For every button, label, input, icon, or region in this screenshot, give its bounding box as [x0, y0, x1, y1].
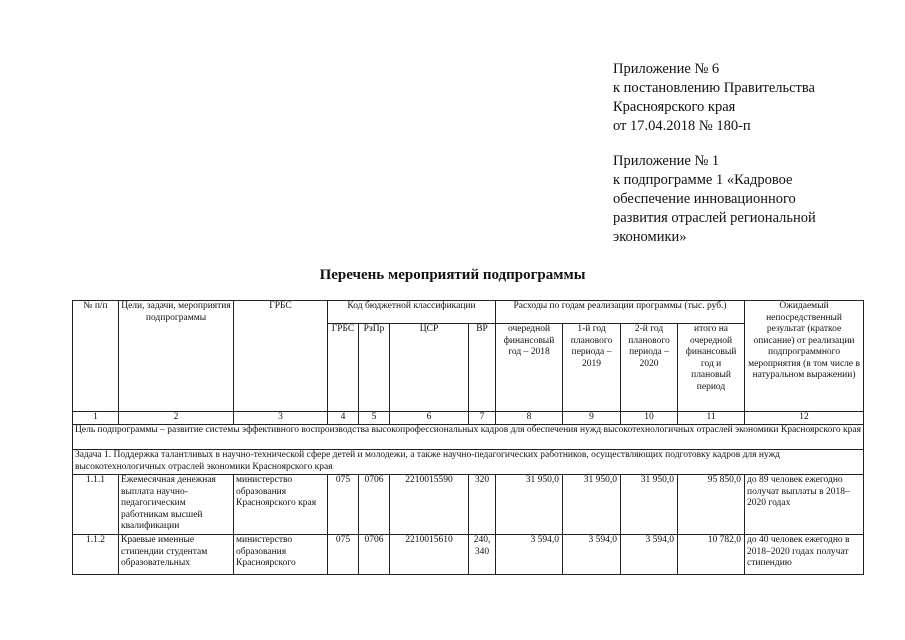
header-code-csr: ЦСР	[390, 324, 469, 412]
column-number: 11	[678, 412, 745, 425]
appendix-6-line: Красноярского края	[613, 99, 736, 115]
row-result: до 89 человек ежегодно получат выплаты в 2018–2020 годах	[745, 475, 864, 535]
appendix-1-line: Приложение № 1	[613, 153, 720, 169]
column-number: 2	[119, 412, 234, 425]
header-expenses: Расходы по годам реализации программы (тыс. руб.)	[496, 301, 745, 324]
row-name: Ежемесячная денежная выплата научно-педагогическим работникам высшей квалификации	[119, 475, 234, 535]
column-number: 3	[234, 412, 328, 425]
column-number: 8	[496, 412, 563, 425]
row-total: 95 850,0	[678, 475, 745, 535]
row-total: 10 782,0	[678, 535, 745, 575]
appendix-1-line: развития отраслей региональной	[613, 210, 816, 226]
column-number: 6	[390, 412, 469, 425]
row-grbs: министерство образования Красноярского края	[234, 475, 328, 535]
row-csr: 2210015590	[390, 475, 469, 535]
row-y2020: 31 950,0	[621, 475, 678, 535]
header-code-grbs: ГРБС	[328, 324, 359, 412]
appendix-6-line: к постановлению Правительства	[613, 80, 815, 96]
row-rzpr: 0706	[359, 535, 390, 575]
appendix-6-line: Приложение № 6	[613, 61, 720, 77]
row-rzpr: 0706	[359, 475, 390, 535]
row-y2020: 3 594,0	[621, 535, 678, 575]
document-title: Перечень мероприятий подпрограммы	[319, 267, 586, 283]
appendix-6-block	[613, 60, 815, 136]
row-result: до 40 человек ежегодно в 2018–2020 годах получат стипендию	[745, 535, 864, 575]
appendix-1-line: экономики»	[613, 229, 687, 245]
header-exp-y2: 2-й год планового периода – 2020	[621, 324, 678, 412]
table-row	[73, 475, 864, 535]
appendix-6-line: от 17.04.2018 № 180-п	[613, 118, 751, 134]
row-code-grbs: 075	[328, 475, 359, 535]
table-row	[73, 535, 864, 575]
header-budget-code: Код бюджетной классификации	[328, 301, 496, 324]
row-num: 1.1.1	[73, 475, 119, 535]
column-number: 7	[469, 412, 496, 425]
task-text: Задача 1. Поддержка талантливых в научно-технической сфере детей и молодежи, а также научно-педагогических работников, осуществляющих подготовку кадров для нужд высокотехнологичных отраслей экономики Красноярского края	[73, 450, 864, 475]
row-y2019: 3 594,0	[563, 535, 621, 575]
row-y2018: 3 594,0	[496, 535, 563, 575]
column-number: 12	[745, 412, 864, 425]
row-grbs: министерство образования Красноярского	[234, 535, 328, 575]
row-code-grbs: 075	[328, 535, 359, 575]
header-code-rzpr: РзПр	[359, 324, 390, 412]
header-result: Ожидаемый непосредственный результат (краткое описание) от реализации подпрограммного мероприятия (в том числе в натуральном выражении)	[745, 301, 864, 412]
activities-table	[72, 300, 864, 575]
column-number: 9	[563, 412, 621, 425]
row-vr: 320	[469, 475, 496, 535]
column-number: 10	[621, 412, 678, 425]
row-csr: 2210015610	[390, 535, 469, 575]
appendix-1-line: к подпрограмме 1 «Кадровое	[613, 172, 793, 188]
header-goals: Цели, задачи, мероприятия подпрограммы	[119, 301, 234, 412]
header-num: № п/п	[73, 301, 119, 412]
row-num: 1.1.2	[73, 535, 119, 575]
column-number: 4	[328, 412, 359, 425]
header-code-vr: ВР	[469, 324, 496, 412]
column-numbers-row	[73, 412, 864, 425]
appendix-1-line: обеспечение инновационного	[613, 191, 796, 207]
header-exp-y1: 1-й год планового периода – 2019	[563, 324, 621, 412]
task-row	[73, 450, 864, 475]
row-name: Краевые именные стипендии студентам образовательных	[119, 535, 234, 575]
appendix-1-block	[613, 152, 816, 247]
row-y2018: 31 950,0	[496, 475, 563, 535]
header-grbs: ГРБС	[234, 301, 328, 412]
row-vr: 240, 340	[469, 535, 496, 575]
header-exp-total: итого на очередной финансовый год и плановый период	[678, 324, 745, 412]
header-exp-current: очередной финансовый год – 2018	[496, 324, 563, 412]
header-row	[73, 301, 864, 324]
goal-text: Цель подпрограммы – развитие системы эффективного воспроизводства высокопрофессиональных кадров для обеспечения нужд высокотехнологичных отраслей экономики Красноярского края	[73, 425, 864, 450]
goal-row	[73, 425, 864, 450]
column-number: 5	[359, 412, 390, 425]
column-number: 1	[73, 412, 119, 425]
row-y2019: 31 950,0	[563, 475, 621, 535]
